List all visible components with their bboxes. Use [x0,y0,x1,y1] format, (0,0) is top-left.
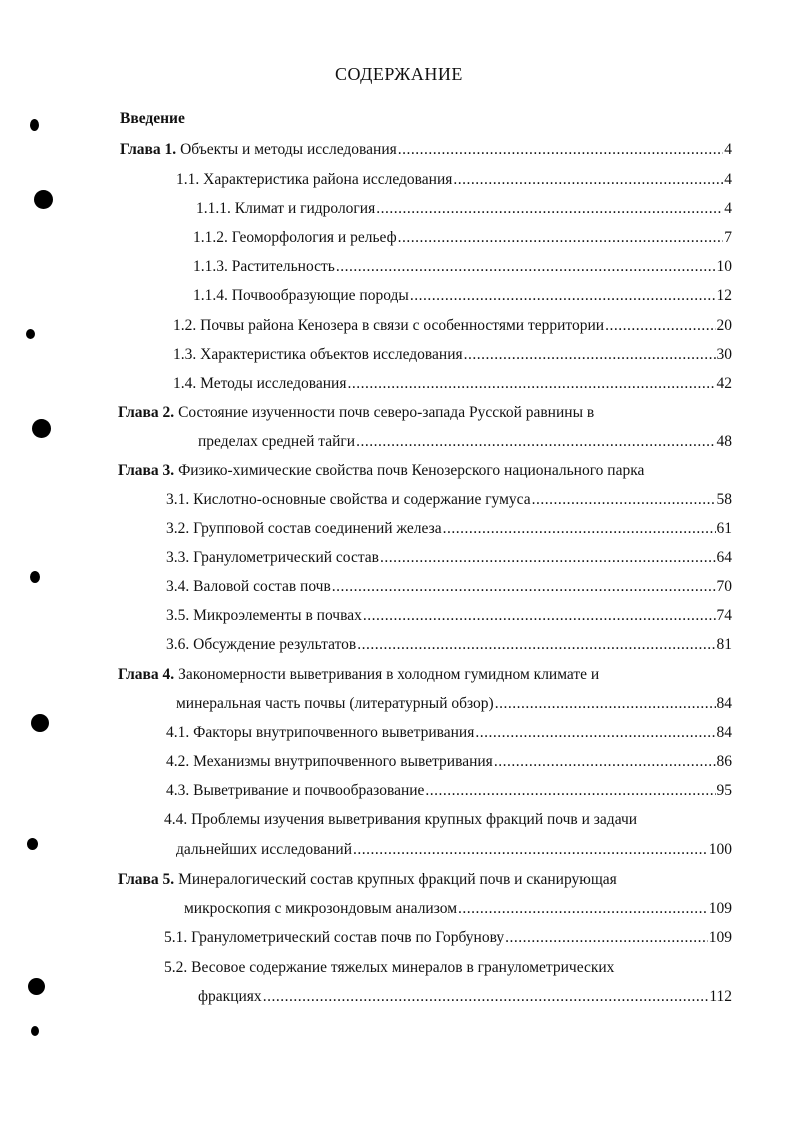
toc-entry: 1.3. Характеристика объектов исследования ..... 30 [173,345,732,365]
toc-entry: пределах средней тайги ..... 48 [198,432,732,452]
toc-entry: минеральная часть почвы (литературный обзор) ..... 84 [176,694,732,714]
toc-entry: 3.3. Гранулометрический состав ..... 64 [166,548,732,568]
toc-entry: дальнейших исследований ..... 100 [176,840,732,860]
binder-hole [28,978,45,995]
intro-heading: Введение [120,110,185,127]
toc-entry: фракциях ..... 112 [198,987,732,1007]
binder-hole-mark [30,119,39,131]
binder-hole-mark [27,838,38,850]
toc-entry: 3.2. Групповой состав соединений железа ..... 61 [166,519,732,539]
toc-entry: 1.1. Характеристика района исследования ..... 4 [176,170,732,190]
toc-entry: 5.2. Весовое содержание тяжелых минералов в гранулометрических [164,959,615,976]
toc-entry: Глава 4. Закономерности выветривания в холодном гумидном климате и [118,666,600,683]
toc-entry: 1.2. Почвы района Кенозера в связи с особенностями территории ..... 20 [173,316,732,336]
toc-entry: 3.4. Валовой состав почв ..... 70 [166,577,732,597]
toc-entry: 1.4. Методы исследования ..... 42 [173,374,732,394]
toc-entry: 1.1.1. Климат и гидрология ..... 4 [196,199,732,219]
binder-hole-mark [26,329,35,339]
toc-entry: 3.5. Микроэлементы в почвах ..... 74 [166,606,732,626]
binder-hole [32,419,51,438]
binder-hole [31,714,49,732]
toc-entry: 5.1. Гранулометрический состав почв по Горбунову ..... 109 [164,928,732,948]
toc-entry: Глава 3. Физико-химические свойства почв Кенозерского национального парка [118,462,645,479]
toc-entry: Глава 1. Объекты и методы исследования ..... 4 [120,140,732,160]
toc-entry: 1.1.4. Почвообразующие породы ..... 12 [193,286,732,306]
toc-entry: микроскопия с микрозондовым анализом ..... 109 [184,899,732,919]
toc-entry: 4.2. Механизмы внутрипочвенного выветривания ..... 86 [166,752,732,772]
page-title: СОДЕРЖАНИЕ [335,64,463,84]
toc-entry: Глава 5. Минералогический состав крупных фракций почв и сканирующая [118,871,617,888]
toc-entry: 4.4. Проблемы изучения выветривания крупных фракций почв и задачи [164,811,638,828]
toc-entry: 4.1. Факторы внутрипочвенного выветривания ..... 84 [166,723,732,743]
binder-hole-mark [31,1026,39,1036]
toc-entry: 3.6. Обсуждение результатов ..... 81 [166,635,732,655]
toc-entry: Глава 2. Состояние изученности почв северо-запада Русской равнины в [118,404,595,421]
binder-hole-mark [30,571,40,583]
toc-entry: 3.1. Кислотно-основные свойства и содержание гумуса ..... 58 [166,490,732,510]
toc-entry: 4.3. Выветривание и почвообразование ..... 95 [166,781,732,801]
toc-entry: 1.1.2. Геоморфология и рельеф ..... 7 [193,228,732,248]
binder-hole [34,190,53,209]
toc-entry: 1.1.3. Растительность ..... 10 [193,257,732,277]
